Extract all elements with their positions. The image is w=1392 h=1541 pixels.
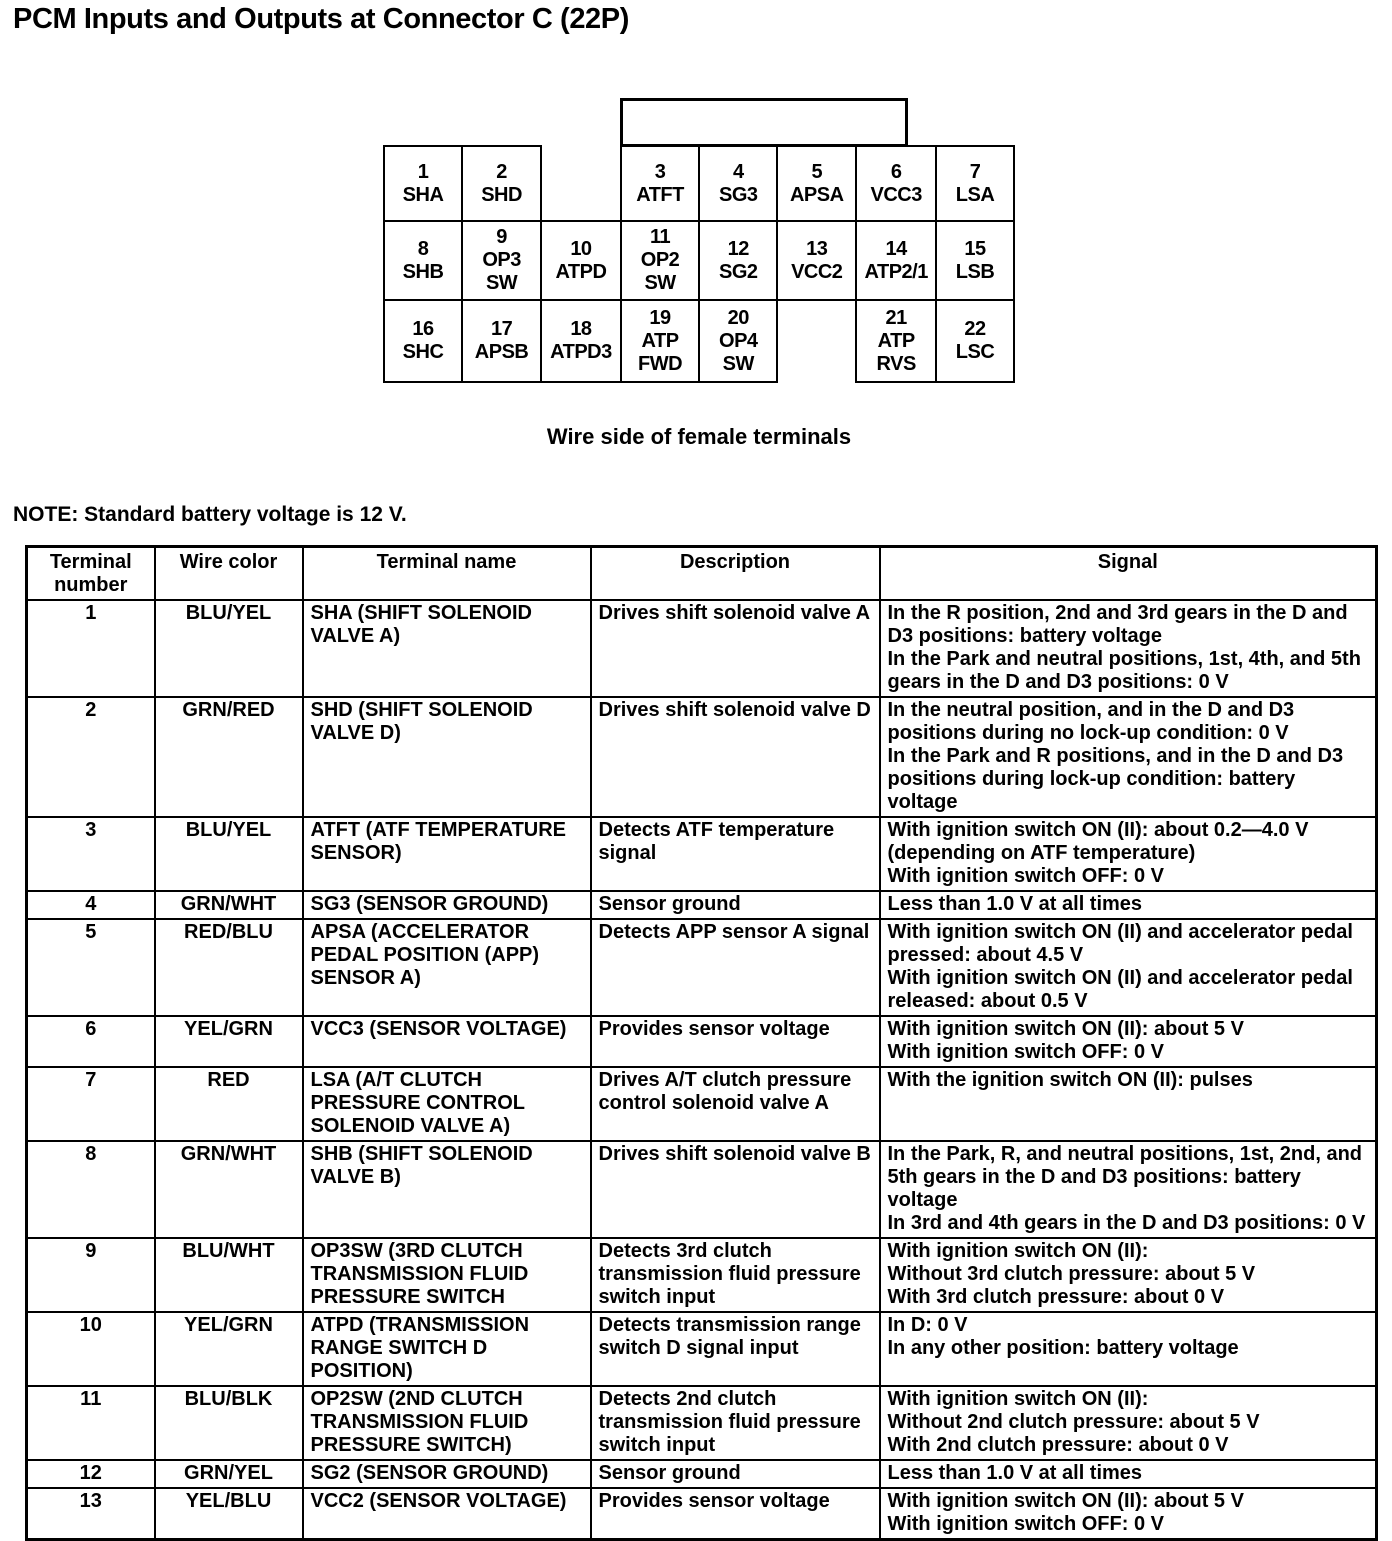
terminal-number-cell: 10: [27, 1312, 155, 1386]
page-title: PCM Inputs and Outputs at Connector C (22P): [13, 3, 629, 35]
note-text: NOTE: Standard battery voltage is 12 V.: [13, 503, 407, 526]
terminal-name-cell: VCC3 (SENSOR VOLTAGE): [303, 1016, 591, 1067]
header-terminal-number: Terminal number: [27, 547, 155, 601]
header-description: Description: [591, 547, 880, 601]
signal-cell: Less than 1.0 V at all times: [880, 1460, 1377, 1488]
signal-cell: With ignition switch ON (II): about 5 V With ignition switch OFF: 0 V: [880, 1016, 1377, 1067]
terminal-number-cell: 2: [27, 697, 155, 817]
connector-row: [384, 300, 1014, 382]
terminal-number-cell: 5: [27, 919, 155, 1016]
connector-pin-6: 6 VCC3: [856, 146, 936, 221]
terminal-number-cell: 8: [27, 1141, 155, 1238]
terminal-name-cell: ATFT (ATF TEMPERATURE SENSOR): [303, 817, 591, 891]
connector-pin-18: 18 ATPD3: [541, 300, 621, 382]
connector-pin-19: 19 ATP FWD: [621, 300, 700, 382]
terminal-number-cell: 13: [27, 1488, 155, 1540]
table-header-row: [27, 547, 1377, 601]
terminal-name-cell: APSA (ACCELERATOR PEDAL POSITION (APP) SENSOR A): [303, 919, 591, 1016]
connector-pin-10: 10 ATPD: [541, 221, 621, 300]
connector-row: [384, 146, 1014, 221]
table-row: [27, 891, 1377, 919]
table-body: [27, 600, 1377, 1540]
connector-pin-4: 4 SG3: [699, 146, 777, 221]
signal-cell: With ignition switch ON (II): about 0.2—4.0 V (depending on ATF temperature) With ignition switch OFF: 0 V: [880, 817, 1377, 891]
header-terminal-name: Terminal name: [303, 547, 591, 601]
connector-pin-21: 21 ATP RVS: [856, 300, 936, 382]
connector-pin-22: 22 LSC: [936, 300, 1014, 382]
table-row: [27, 600, 1377, 697]
terminal-number-cell: 11: [27, 1386, 155, 1460]
table-row: [27, 919, 1377, 1016]
wire-color-cell: GRN/YEL: [155, 1460, 303, 1488]
wire-color-cell: RED/BLU: [155, 919, 303, 1016]
description-cell: Detects APP sensor A signal: [591, 919, 880, 1016]
terminal-number-cell: 7: [27, 1067, 155, 1141]
terminal-number-cell: 6: [27, 1016, 155, 1067]
connector-pin-12: 12 SG2: [699, 221, 777, 300]
terminal-number-cell: 9: [27, 1238, 155, 1312]
connector-row: [384, 221, 1014, 300]
signal-cell: In the neutral position, and in the D and D3 positions during no lock-up condition: 0 V In the Park and R positions, and in the D and D3 positions during lock-up condition: battery voltage: [880, 697, 1377, 817]
wire-color-cell: BLU/BLK: [155, 1386, 303, 1460]
connector-pin-5: 5 APSA: [777, 146, 856, 221]
signal-cell: Less than 1.0 V at all times: [880, 891, 1377, 919]
connector-pin-1: 1 SHA: [384, 146, 462, 221]
connector-pin-14: 14 ATP2/1: [856, 221, 936, 300]
terminal-number-cell: 3: [27, 817, 155, 891]
wire-color-cell: YEL/GRN: [155, 1016, 303, 1067]
wire-color-cell: GRN/WHT: [155, 1141, 303, 1238]
terminal-number-cell: 4: [27, 891, 155, 919]
wire-color-cell: BLU/YEL: [155, 600, 303, 697]
table-row: [27, 1067, 1377, 1141]
terminal-name-cell: VCC2 (SENSOR VOLTAGE): [303, 1488, 591, 1540]
description-cell: Provides sensor voltage: [591, 1488, 880, 1540]
signal-cell: In the R position, 2nd and 3rd gears in the D and D3 positions: battery voltage In the Park and neutral positions, 1st, 4th, and 5th gears in the D and D3 positions: 0 V: [880, 600, 1377, 697]
wire-color-cell: BLU/WHT: [155, 1238, 303, 1312]
description-cell: Drives shift solenoid valve D: [591, 697, 880, 817]
connector-gap: [777, 300, 856, 382]
table-row: [27, 1016, 1377, 1067]
connector-pin-16: 16 SHC: [384, 300, 462, 382]
signal-cell: With ignition switch ON (II) and accelerator pedal pressed: about 4.5 V With ignition switch ON (II) and accelerator pedal released: about 0.5 V: [880, 919, 1377, 1016]
description-cell: Detects 3rd clutch transmission fluid pressure switch input: [591, 1238, 880, 1312]
connector-pin-15: 15 LSB: [936, 221, 1014, 300]
table-row: [27, 1488, 1377, 1540]
connector-caption: Wire side of female terminals: [546, 424, 852, 449]
description-cell: Drives A/T clutch pressure control solenoid valve A: [591, 1067, 880, 1141]
connector-pin-2: 2 SHD: [462, 146, 541, 221]
connector-pin-13: 13 VCC2: [777, 221, 856, 300]
description-cell: Sensor ground: [591, 891, 880, 919]
description-cell: Detects ATF temperature signal: [591, 817, 880, 891]
terminal-name-cell: ATPD (TRANSMISSION RANGE SWITCH D POSITION): [303, 1312, 591, 1386]
signal-cell: With the ignition switch ON (II): pulses: [880, 1067, 1377, 1141]
terminal-name-cell: SHB (SHIFT SOLENOID VALVE B): [303, 1141, 591, 1238]
description-cell: Detects transmission range switch D signal input: [591, 1312, 880, 1386]
signal-cell: With ignition switch ON (II): about 5 V With ignition switch OFF: 0 V: [880, 1488, 1377, 1540]
table-row: [27, 1238, 1377, 1312]
signal-cell: In D: 0 V In any other position: battery voltage: [880, 1312, 1377, 1386]
table-row: [27, 697, 1377, 817]
connector-pin-8: 8 SHB: [384, 221, 462, 300]
wire-color-cell: GRN/RED: [155, 697, 303, 817]
terminal-name-cell: SHD (SHIFT SOLENOID VALVE D): [303, 697, 591, 817]
connector-diagram: [383, 145, 1015, 383]
connector-gap: [541, 146, 621, 221]
wire-color-cell: GRN/WHT: [155, 891, 303, 919]
signal-cell: With ignition switch ON (II): Without 3rd clutch pressure: about 5 V With 3rd clutch pressure: about 0 V: [880, 1238, 1377, 1312]
wire-color-cell: YEL/GRN: [155, 1312, 303, 1386]
terminal-name-cell: SG2 (SENSOR GROUND): [303, 1460, 591, 1488]
terminal-number-cell: 1: [27, 600, 155, 697]
terminal-number-cell: 12: [27, 1460, 155, 1488]
header-signal: Signal: [880, 547, 1377, 601]
description-cell: Sensor ground: [591, 1460, 880, 1488]
signal-cell: In the Park, R, and neutral positions, 1st, 2nd, and 5th gears in the D and D3 positions: battery voltage In 3rd and 4th gears in the D and D3 positions: 0 V: [880, 1141, 1377, 1238]
connector-pin-11: 11 OP2 SW: [621, 221, 700, 300]
wire-color-cell: YEL/BLU: [155, 1488, 303, 1540]
table-row: [27, 1312, 1377, 1386]
table-row: [27, 1460, 1377, 1488]
wire-color-cell: BLU/YEL: [155, 817, 303, 891]
table-row: [27, 1141, 1377, 1238]
description-cell: Drives shift solenoid valve B: [591, 1141, 880, 1238]
description-cell: Provides sensor voltage: [591, 1016, 880, 1067]
header-wire-color: Wire color: [155, 547, 303, 601]
signal-cell: With ignition switch ON (II): Without 2nd clutch pressure: about 5 V With 2nd clutch pressure: about 0 V: [880, 1386, 1377, 1460]
connector-pin-20: 20 OP4 SW: [699, 300, 777, 382]
connector-keyway: [620, 98, 908, 147]
terminal-name-cell: SG3 (SENSOR GROUND): [303, 891, 591, 919]
connector-pin-3: 3 ATFT: [621, 146, 700, 221]
connector-pin-9: 9 OP3 SW: [462, 221, 541, 300]
wire-color-cell: RED: [155, 1067, 303, 1141]
description-cell: Detects 2nd clutch transmission fluid pressure switch input: [591, 1386, 880, 1460]
terminal-name-cell: OP3SW (3RD CLUTCH TRANSMISSION FLUID PRESSURE SWITCH: [303, 1238, 591, 1312]
table-row: [27, 1386, 1377, 1460]
connector-grid: [383, 145, 1015, 383]
description-cell: Drives shift solenoid valve A: [591, 600, 880, 697]
terminal-name-cell: SHA (SHIFT SOLENOID VALVE A): [303, 600, 591, 697]
connector-pin-17: 17 APSB: [462, 300, 541, 382]
connector-pin-7: 7 LSA: [936, 146, 1014, 221]
table-row: [27, 817, 1377, 891]
terminal-signal-table: [25, 545, 1378, 1541]
terminal-name-cell: OP2SW (2ND CLUTCH TRANSMISSION FLUID PRESSURE SWITCH): [303, 1386, 591, 1460]
terminal-name-cell: LSA (A/T CLUTCH PRESSURE CONTROL SOLENOID VALVE A): [303, 1067, 591, 1141]
